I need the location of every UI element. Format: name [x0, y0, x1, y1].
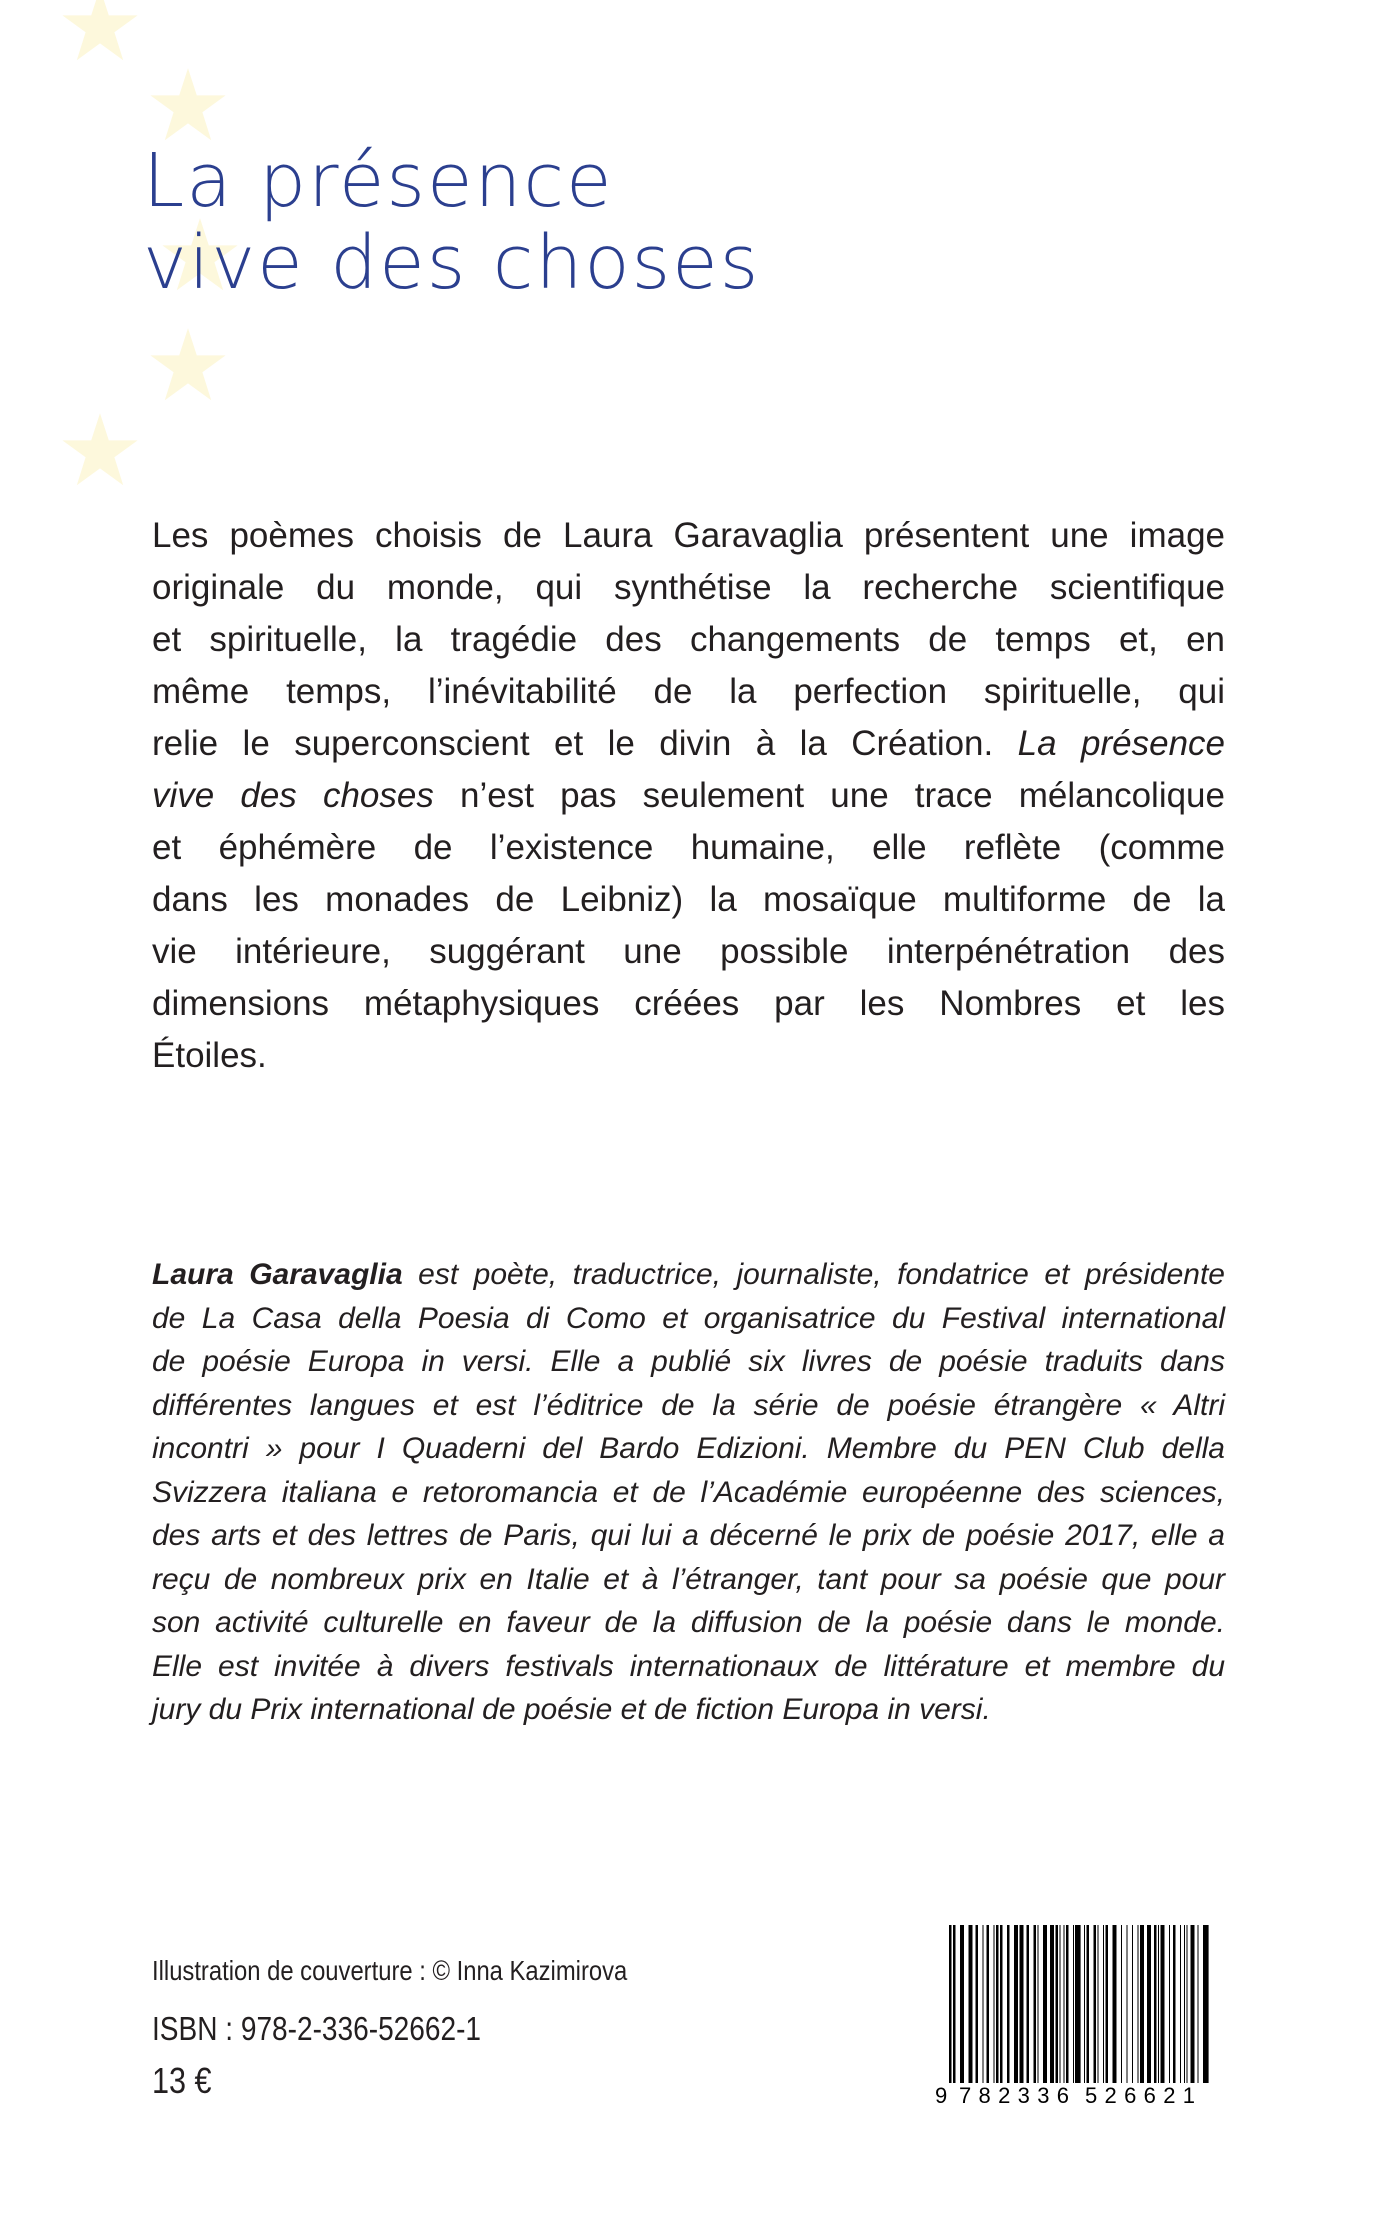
- barcode-guard-bar: [1203, 1925, 1205, 2083]
- barcode-guard-bar: [953, 1925, 955, 2083]
- barcode-bar: [1007, 1925, 1010, 2083]
- barcode-bar: [1187, 1925, 1188, 2083]
- barcode-bar: [1087, 1925, 1090, 2083]
- text-line: [152, 926, 1225, 978]
- text-line: [152, 1384, 1225, 1428]
- barcode-bar: [1113, 1925, 1117, 2083]
- text-line: [152, 770, 1225, 822]
- star-decoration-icon: [60, 410, 140, 490]
- barcode-bar: [1103, 1925, 1104, 2083]
- text-line: [152, 874, 1225, 926]
- text-line: [152, 822, 1225, 874]
- barcode-bar: [1106, 1925, 1109, 2083]
- star-decoration-icon: [148, 325, 228, 405]
- text-segment: reçu de nombreux prix en Italie et à l’étranger, tant pour sa poésie que pour: [152, 1562, 1225, 1596]
- barcode: [935, 1925, 1217, 2105]
- text-segment: son activité culturelle en faveur de la diffusion de la poésie dans le monde.: [152, 1606, 1225, 1639]
- star-decoration-icon: [60, 0, 140, 65]
- book-summary: [152, 510, 1225, 1082]
- text-segment: dans les monades de Leibniz) la mosaïque multiforme de la: [152, 880, 1225, 919]
- text-line: [152, 1471, 1225, 1515]
- barcode-bar: [969, 1925, 973, 2083]
- text-line: [152, 1558, 1225, 1602]
- barcode-bar: [1198, 1925, 1199, 2083]
- price: 13 €: [152, 2060, 212, 2101]
- text-line: [152, 978, 1225, 1030]
- barcode-bar: [1027, 1925, 1030, 2083]
- text-line: [152, 562, 1225, 614]
- barcode-bar: [1180, 1925, 1181, 2083]
- barcode-guard-bar: [949, 1925, 951, 2083]
- text-line: [152, 1601, 1225, 1645]
- star-decoration-icon: [148, 65, 228, 145]
- text-line: [152, 1297, 1225, 1341]
- barcode-bar: [1094, 1925, 1097, 2083]
- title-line: vive des choses: [143, 220, 761, 306]
- barcode-digits: 9 782336 526621: [935, 2083, 1195, 2105]
- barcode-bar: [1138, 1925, 1139, 2083]
- text-segment: de poésie Europa in versi. Elle a publié six livres de poésie traduits dans: [152, 1345, 1225, 1378]
- barcode-bar: [1050, 1925, 1054, 2083]
- text-line: [152, 1340, 1225, 1384]
- barcode-bar: [1158, 1925, 1159, 2083]
- text-segment: vie intérieure, suggérant une possible interpénétration des: [152, 932, 1225, 971]
- barcode-bar: [1098, 1925, 1099, 2083]
- barcode-bar: [1169, 1925, 1170, 2083]
- barcode-bar: [1121, 1925, 1122, 2083]
- text-line: [152, 1253, 1225, 1297]
- barcode-bar: [994, 1925, 995, 2083]
- text-segment: dimensions métaphysiques créées par les Nombres et les: [152, 984, 1225, 1023]
- text-segment: différentes langues et est l’éditrice de la série de poésie étrangère « Altri: [152, 1388, 1225, 1422]
- text-line: [152, 1030, 1225, 1082]
- text-segment: vive des choses: [152, 776, 434, 815]
- barcode-bar: [1191, 1925, 1195, 2083]
- text-line: [152, 1427, 1225, 1471]
- barcode-bar: [1127, 1925, 1128, 2083]
- text-segment: Svizzera italiana e retoromancia et de l’Académie européenne des sciences,: [152, 1475, 1225, 1509]
- text-line: [152, 1688, 1225, 1732]
- barcode-bar: [1161, 1925, 1165, 2083]
- book-title: [143, 140, 760, 304]
- barcode-bar: [1060, 1925, 1061, 2083]
- barcode-bar: [1140, 1925, 1144, 2083]
- barcode-bar: [1034, 1925, 1037, 2083]
- text-line: [152, 666, 1225, 718]
- barcode-bar: [1064, 1925, 1065, 2083]
- text-segment: et spirituelle, la tragédie des changements de temps et, en: [152, 620, 1225, 659]
- barcode-bar: [1020, 1925, 1024, 2083]
- title-line: La présence: [143, 138, 614, 224]
- barcode-bar: [960, 1925, 964, 2083]
- text-line: [152, 1514, 1225, 1558]
- text-segment: jury du Prix international de poésie et de fiction Europa in versi.: [152, 1693, 991, 1726]
- barcode-bar: [1154, 1925, 1157, 2083]
- text-line: [152, 510, 1225, 562]
- barcode-bar: [996, 1925, 999, 2083]
- barcode-guard-bar: [1075, 1925, 1077, 2083]
- author-name: Laura Garavaglia: [152, 1258, 403, 1291]
- text-segment: même temps, l’inévitabilité de la perfection spirituelle, qui: [152, 672, 1225, 711]
- barcode-bar: [1132, 1925, 1133, 2083]
- barcode-bar: [976, 1925, 979, 2083]
- text-segment: Les poèmes choisis de Laura Garavaglia présentent une image: [152, 516, 1225, 555]
- barcode-bar: [1073, 1925, 1074, 2083]
- barcode-guard-bar: [1079, 1925, 1081, 2083]
- text-segment: Elle est invitée à divers festivals internationaux de littérature et membre du: [152, 1649, 1225, 1683]
- text-segment: et éphémère de l’existence humaine, elle reflète (comme: [152, 828, 1225, 867]
- barcode-bar: [1000, 1925, 1003, 2083]
- barcode-bar: [1066, 1925, 1069, 2083]
- text-segment: relie le superconscient et le divin à la Création.: [152, 724, 1018, 763]
- barcode-bar: [1056, 1925, 1059, 2083]
- barcode-guard-bar: [1207, 1925, 1209, 2083]
- text-segment: Étoiles.: [152, 1036, 267, 1075]
- text-line: [152, 1645, 1225, 1689]
- text-segment: de La Casa della Poesia di Como et organisatrice du Festival international: [152, 1301, 1225, 1335]
- barcode-bar: [1173, 1925, 1176, 2083]
- text-segment: des arts et des lettres de Paris, qui lui a décerné le prix de poésie 2017, elle a: [152, 1519, 1225, 1552]
- barcode-bar: [1184, 1925, 1185, 2083]
- cover-credit: Illustration de couverture : © Inna Kazimirova: [152, 1955, 628, 1986]
- text-line: [152, 614, 1225, 666]
- isbn: ISBN : 978-2-336-52662-1: [152, 2010, 482, 2047]
- barcode-bar: [1043, 1925, 1047, 2083]
- barcode-bar: [1084, 1925, 1085, 2083]
- author-bio: [152, 1253, 1225, 1732]
- text-segment: est poète, traductrice, journaliste, fondatrice et présidente: [402, 1258, 1225, 1291]
- barcode-bar: [983, 1925, 984, 2083]
- barcode-bar: [987, 1925, 990, 2083]
- barcode-bar: [1014, 1925, 1018, 2083]
- text-segment: La présence: [1017, 724, 1225, 763]
- barcode-bar: [1147, 1925, 1151, 2083]
- text-segment: originale du monde, qui synthétise la recherche scientifique: [152, 568, 1225, 607]
- text-segment: incontri » pour I Quaderni del Bardo Edizioni. Membre du PEN Club della: [152, 1432, 1225, 1465]
- text-segment: n’est pas seulement une trace mélancolique: [433, 776, 1225, 815]
- text-line: [152, 718, 1225, 770]
- barcode-bar: [1038, 1925, 1039, 2083]
